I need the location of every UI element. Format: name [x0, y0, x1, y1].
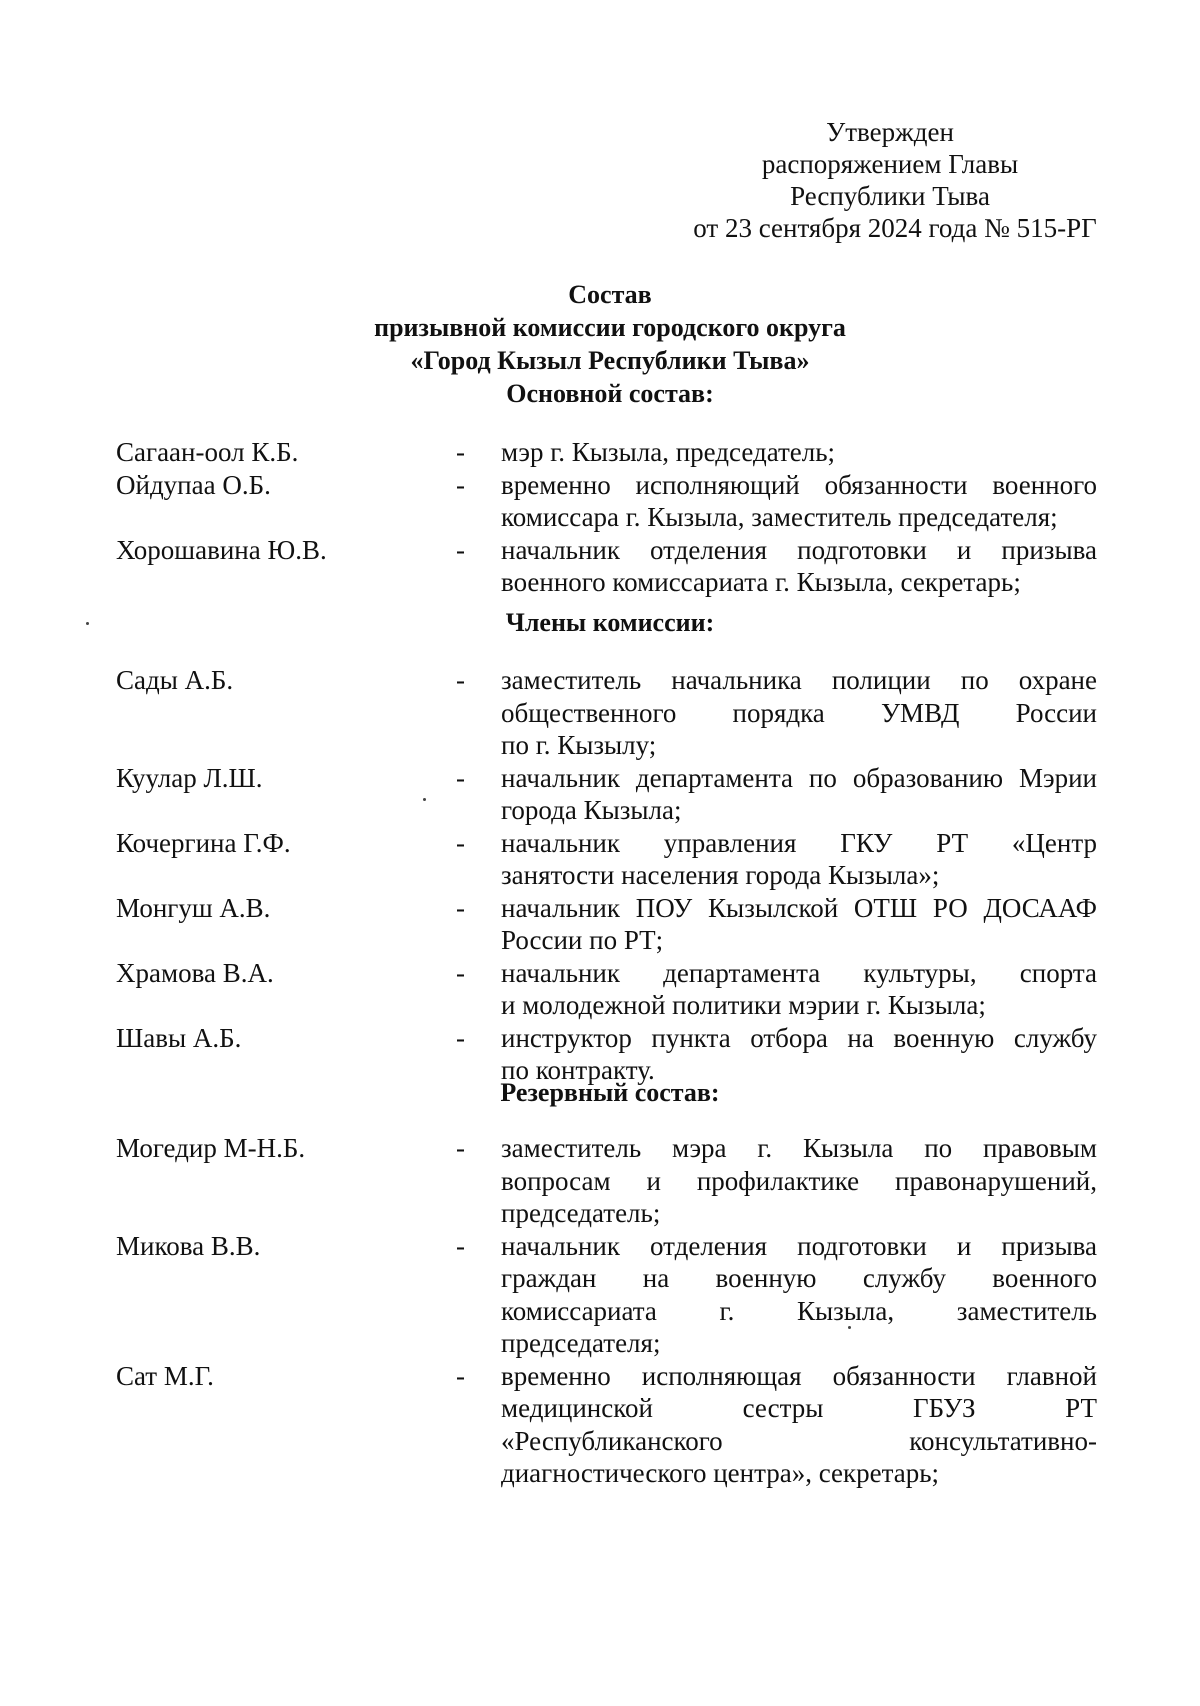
member-role: [501, 469, 1097, 534]
member-row: [0, 436, 1200, 469]
scan-speck: [86, 622, 89, 625]
member-role-line: заместитель начальника полиции по охране: [501, 665, 1097, 695]
member-role: [501, 892, 1097, 957]
member-dash: -: [456, 892, 465, 923]
title-line: Состав: [568, 280, 652, 309]
member-role-line: комиссариата г. Кызыла, заместитель: [501, 1295, 1097, 1326]
member-name: Хорошавина Ю.В.: [116, 534, 327, 565]
scan-speck: [848, 1326, 851, 1329]
member-row: [0, 1230, 1200, 1360]
document-title: [300, 278, 920, 377]
member-role-line: начальник управления ГКУ РТ «Центр: [501, 827, 1097, 858]
member-role-line: временно исполняющая обязанности главной: [501, 1360, 1097, 1391]
member-role-line: комиссара г. Кызыла, заместитель председателя;: [501, 502, 1058, 532]
approval-line: распоряжением Главы: [761, 149, 1019, 179]
member-name: Шавы А.Б.: [116, 1022, 242, 1053]
main-section-heading: Основной состав:: [506, 379, 714, 408]
member-role-line: России по РТ;: [501, 925, 664, 955]
member-row: [0, 469, 1200, 534]
reserve-section-heading: Резервный состав:: [500, 1078, 720, 1107]
commission-section-heading: Члены комиссии:: [505, 608, 715, 637]
member-row: [0, 534, 1200, 599]
member-role-line: диагностического центра», секретарь;: [501, 1458, 940, 1488]
member-name: Микова В.В.: [116, 1230, 261, 1261]
member-role-line: города Кызыла;: [501, 795, 682, 825]
member-role-line: занятости населения города Кызыла»;: [501, 860, 940, 890]
member-role-line: по г. Кызылу;: [501, 730, 657, 760]
member-name: Сат М.Г.: [116, 1360, 214, 1391]
member-name: Сагаан-оол К.Б.: [116, 437, 299, 467]
member-role: [501, 1230, 1097, 1360]
member-role-line: и молодежной политики мэрии г. Кызыла;: [501, 990, 986, 1020]
member-role-line: инструктор пункта отбора на военную службу: [501, 1022, 1097, 1053]
member-row: [0, 1132, 1200, 1230]
member-name: Монгуш А.В.: [116, 892, 271, 923]
member-dash: -: [456, 1022, 465, 1053]
member-role: [501, 534, 1097, 599]
member-dash: -: [456, 762, 465, 793]
member-role-line: вопросам и профилактике правонарушений,: [501, 1165, 1097, 1196]
member-dash: -: [456, 534, 465, 565]
main-roster: [0, 436, 1200, 599]
member-name: Храмова В.А.: [116, 957, 274, 988]
member-role-line: заместитель мэра г. Кызыла по правовым: [501, 1133, 1097, 1163]
member-role-line: медицинской сестры ГБУЗ РТ: [501, 1393, 1097, 1423]
member-dash: -: [456, 957, 465, 988]
commission-roster: [0, 664, 1200, 1087]
member-role-line: временно исполняющий обязанности военного: [501, 469, 1097, 500]
member-dash: -: [456, 469, 465, 500]
member-role-line: начальник ПОУ Кызылской ОТШ РО ДОСААФ: [501, 892, 1097, 923]
approval-stamp: [660, 116, 1120, 244]
member-role-line: начальник департамента культуры, спорта: [501, 957, 1097, 988]
member-name: Куулар Л.Ш.: [116, 762, 263, 793]
member-role-line: начальник департамента по образованию Мэрии: [501, 762, 1097, 793]
member-dash: -: [456, 827, 465, 858]
member-row: [0, 664, 1200, 762]
member-role: [501, 664, 1097, 762]
member-name: Ойдупаа О.Б.: [116, 469, 271, 500]
title-line: призывной комиссии городского округа: [374, 313, 846, 342]
member-role: [501, 827, 1097, 892]
member-role-line: граждан на военную службу военного: [501, 1263, 1097, 1293]
member-row: [0, 762, 1200, 827]
member-dash: -: [456, 1133, 465, 1163]
member-role: [501, 762, 1097, 827]
member-name: Кочергина Г.Ф.: [116, 827, 291, 858]
member-row: [0, 827, 1200, 892]
member-role-line: общественного порядка УМВД России: [501, 697, 1097, 728]
scan-speck: [423, 798, 426, 801]
reserve-roster: [0, 1132, 1200, 1490]
member-name: Сады А.Б.: [116, 665, 234, 695]
member-role-line: по контракту.: [501, 1055, 655, 1085]
member-role-line: начальник отделения подготовки и призыва: [501, 534, 1097, 565]
member-role: [501, 1132, 1097, 1230]
member-dash: -: [456, 1360, 465, 1391]
member-role-line: председателя;: [501, 1328, 661, 1358]
member-name: Могедир М-Н.Б.: [116, 1133, 306, 1163]
member-role: [501, 1360, 1097, 1490]
member-row: [0, 1360, 1200, 1490]
member-role-line: председатель;: [501, 1198, 661, 1228]
member-role-line: начальник отделения подготовки и призыва: [501, 1230, 1097, 1261]
approval-date-line: от 23 сентября 2024 года № 515-РГ: [693, 213, 1097, 243]
member-role-line: «Республиканского консультативно-: [501, 1425, 1097, 1456]
member-dash: -: [456, 437, 465, 467]
title-line: «Город Кызыл Республики Тыва»: [410, 346, 810, 375]
member-dash: -: [456, 1230, 465, 1261]
member-row: [0, 957, 1200, 1022]
member-role: [501, 436, 1097, 469]
member-role-line: военного комиссариата г. Кызыла, секретарь;: [501, 567, 1021, 597]
member-row: [0, 892, 1200, 957]
member-dash: -: [456, 665, 465, 695]
member-role: [501, 957, 1097, 1022]
approval-line: Республики Тыва: [790, 181, 990, 211]
approval-line: Утвержден: [826, 117, 954, 147]
member-role-line: мэр г. Кызыла, председатель;: [501, 437, 836, 467]
